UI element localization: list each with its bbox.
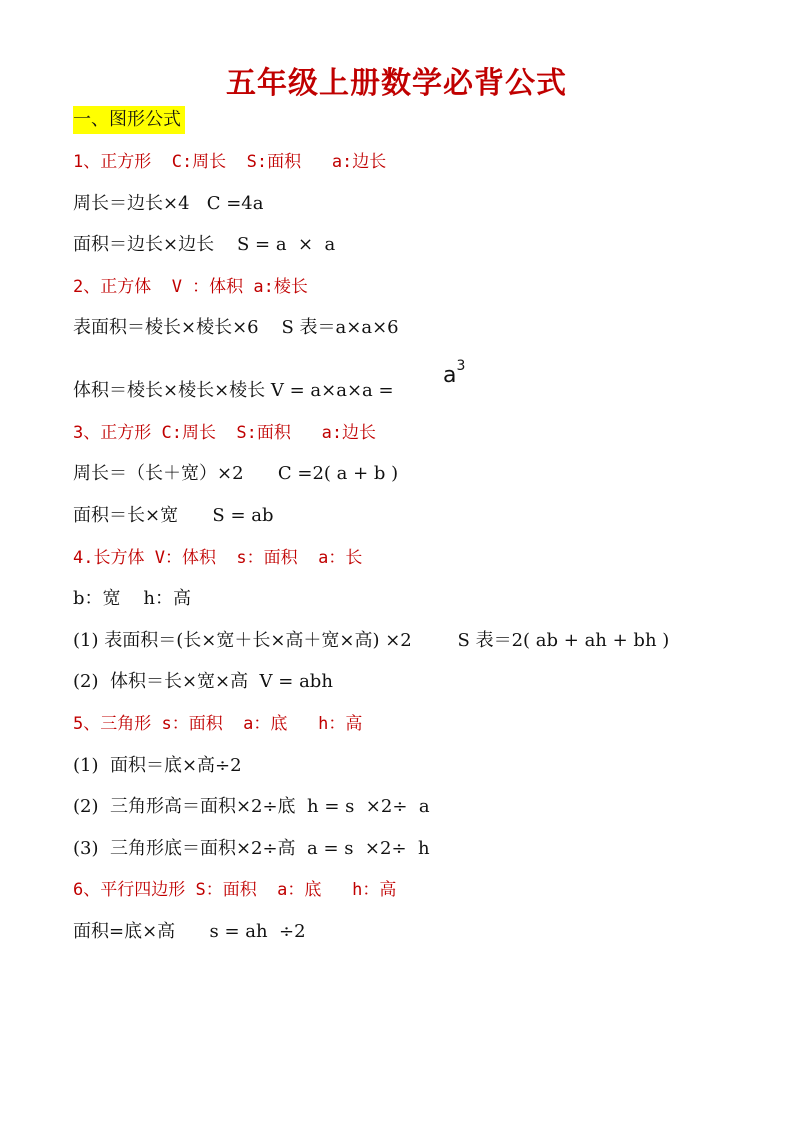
section-heading: 一、图形公式 [73, 106, 185, 134]
square-perimeter-formula: 周长＝边长×4 C =4a [73, 193, 264, 214]
cube-power-base: a [443, 363, 457, 388]
square-area-formula: 面积＝边长×边长 S = a × a [73, 234, 336, 255]
triangle-base-formula: (3) 三角形底＝面积×2÷高 a = s ×2÷ h [73, 838, 430, 859]
rectangle-area-formula: 面积＝长×宽 S = ab [73, 505, 274, 526]
cuboid-surface-formula: (1) 表面积＝(长×宽＋长×高＋宽×高) ×2 S 表＝2( ab + ah + bh ) [73, 630, 670, 651]
square-heading: 1、正方形 C:周长 S:面积 a:边长 [73, 152, 387, 172]
cube-power-exponent: 3 [456, 358, 466, 374]
cube-power [443, 358, 466, 388]
page-title: 五年级上册数学必背公式 [226, 66, 567, 101]
cuboid-heading: 4.长方体 V：体积 s：面积 a：长 [73, 548, 363, 568]
rectangle-heading: 3、正方形 C:周长 S:面积 a:边长 [73, 423, 377, 443]
cube-volume-formula: 体积＝棱长×棱长×棱长 V = a×a×a = [73, 380, 394, 401]
triangle-area-formula: (1) 面积＝底×高÷2 [73, 755, 242, 776]
triangle-height-formula: (2) 三角形高＝面积×2÷底 h = s ×2÷ a [73, 796, 430, 817]
rectangle-perimeter-formula: 周长＝（长＋宽）×2 C =2( a + b ) [73, 463, 399, 484]
triangle-heading: 5、三角形 s：面积 a：底 h：高 [73, 714, 363, 734]
cube-heading: 2、正方体 V ：体积 a:棱长 [73, 277, 308, 297]
parallelogram-heading: 6、平行四边形 S：面积 a：底 h：高 [73, 880, 397, 900]
parallelogram-area-formula: 面积=底×高 s = ah ÷2 [73, 921, 306, 942]
cube-surface-formula: 表面积＝棱长×棱长×6 S 表＝a×a×6 [73, 317, 399, 338]
cuboid-variables: b：宽 h：高 [73, 588, 192, 609]
cuboid-volume-formula: (2) 体积＝长×宽×高 V = abh [73, 671, 333, 692]
